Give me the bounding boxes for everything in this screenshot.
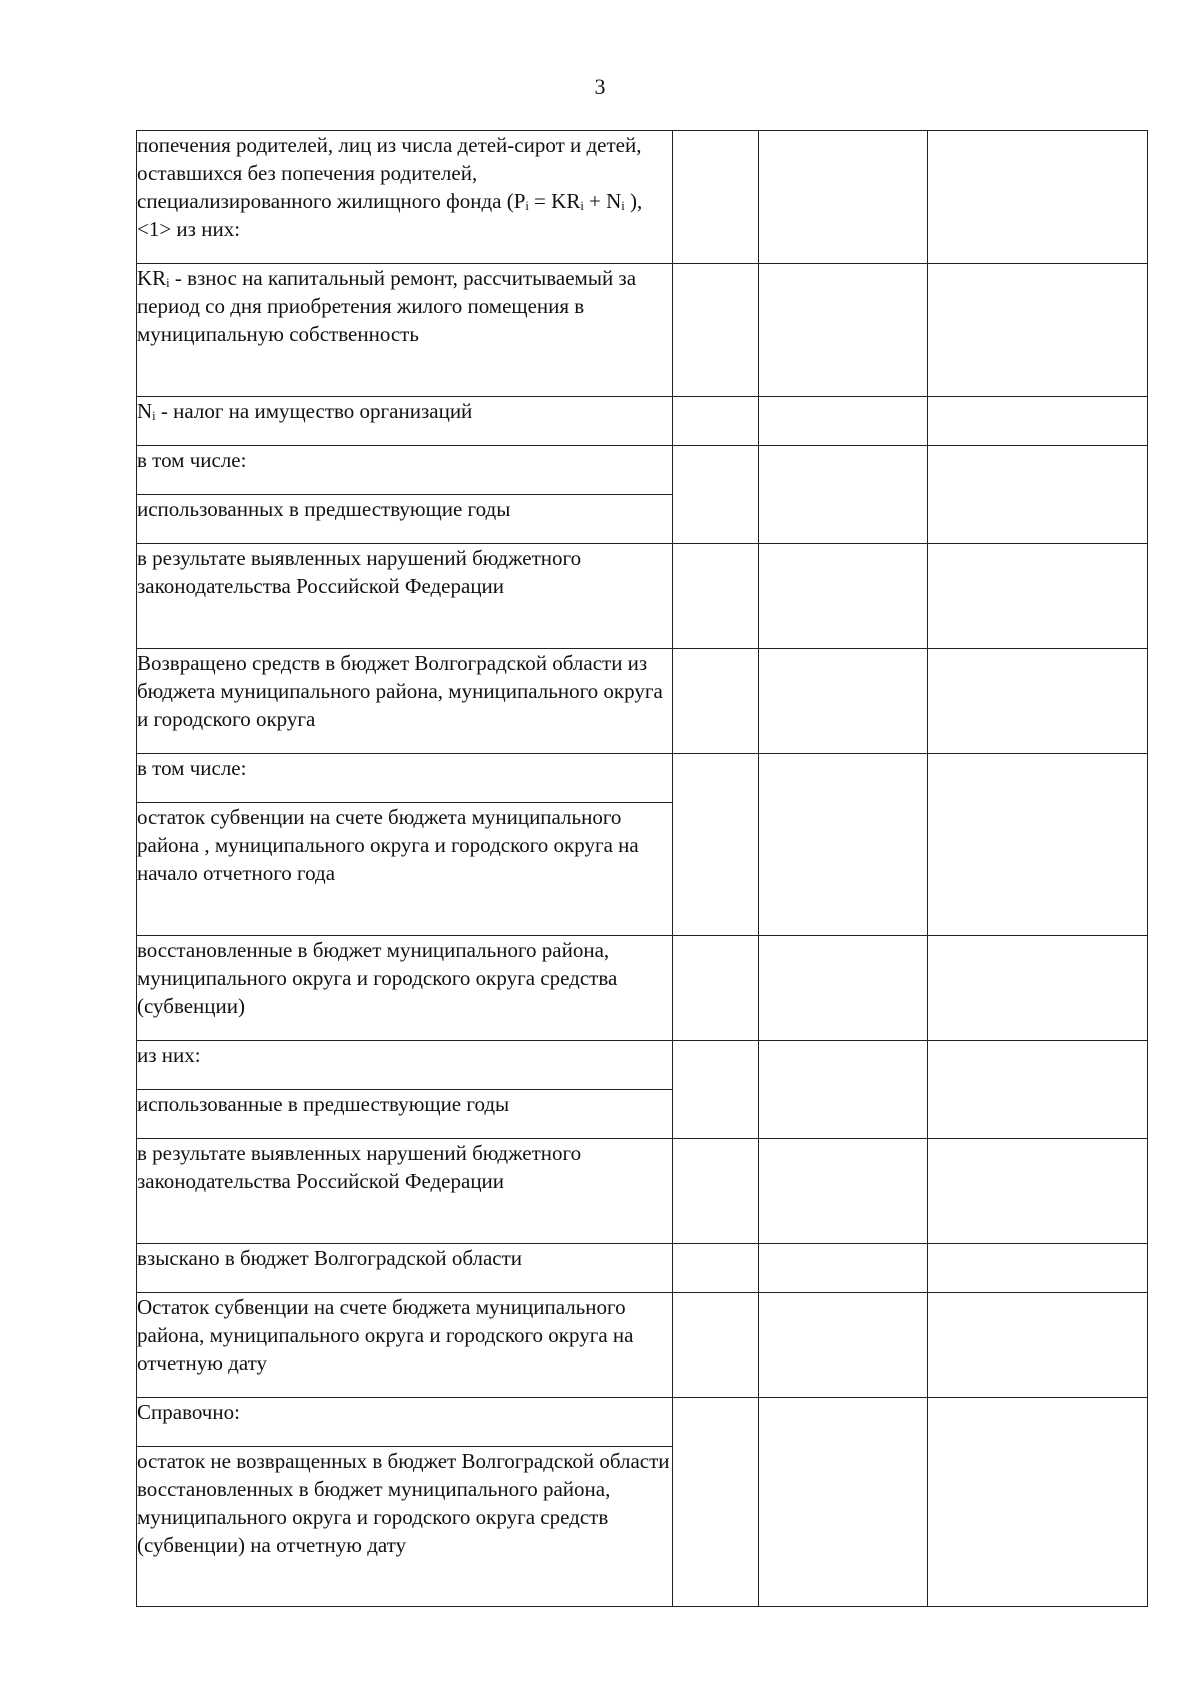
value-cell[interactable] — [928, 1398, 1148, 1607]
row-label: из них: — [137, 1041, 673, 1090]
value-cell[interactable] — [673, 131, 759, 264]
value-cell[interactable] — [759, 754, 928, 936]
row-label: в результате выявленных нарушений бюджетного законодательства Российской Федерации — [137, 544, 673, 649]
table-row — [137, 1139, 1148, 1244]
row-label: взыскано в бюджет Волгоградской области — [137, 1244, 673, 1293]
value-cell[interactable] — [928, 397, 1148, 446]
value-cell[interactable] — [673, 754, 759, 936]
table-row — [137, 754, 1148, 803]
value-cell[interactable] — [759, 131, 928, 264]
value-cell[interactable] — [673, 1293, 759, 1398]
value-cell[interactable] — [759, 544, 928, 649]
row-label: Nᵢ - налог на имущество организаций — [137, 397, 673, 446]
value-cell[interactable] — [759, 1398, 928, 1607]
row-label: использованных в предшествующие годы — [137, 495, 673, 544]
table-row — [137, 1041, 1148, 1090]
value-cell[interactable] — [759, 397, 928, 446]
value-cell[interactable] — [673, 936, 759, 1041]
value-cell[interactable] — [759, 1139, 928, 1244]
value-cell[interactable] — [928, 544, 1148, 649]
value-cell[interactable] — [928, 649, 1148, 754]
value-cell[interactable] — [928, 131, 1148, 264]
row-label: в результате выявленных нарушений бюджетного законодательства Российской Федерации — [137, 1139, 673, 1244]
row-label: Возвращено средств в бюджет Волгоградской области из бюджета муниципального района, муниципального округа и городского округа — [137, 649, 673, 754]
table-row — [137, 1244, 1148, 1293]
value-cell[interactable] — [928, 264, 1148, 397]
value-cell[interactable] — [673, 446, 759, 544]
value-cell[interactable] — [928, 936, 1148, 1041]
table-row — [137, 544, 1148, 649]
row-label: Остаток субвенции на счете бюджета муниципального района, муниципального округа и городского округа на отчетную дату — [137, 1293, 673, 1398]
value-cell[interactable] — [673, 1139, 759, 1244]
value-cell[interactable] — [759, 1244, 928, 1293]
value-cell[interactable] — [673, 544, 759, 649]
value-cell[interactable] — [673, 1244, 759, 1293]
page-number: 3 — [594, 74, 606, 99]
value-cell[interactable] — [673, 1041, 759, 1139]
value-cell[interactable] — [759, 1041, 928, 1139]
value-cell[interactable] — [673, 649, 759, 754]
value-cell[interactable] — [928, 1139, 1148, 1244]
table-row — [137, 1293, 1148, 1398]
report-table — [136, 130, 1148, 1607]
table-row — [137, 264, 1148, 397]
value-cell[interactable] — [928, 1244, 1148, 1293]
value-cell[interactable] — [759, 446, 928, 544]
table-row — [137, 446, 1148, 495]
row-label: попечения родителей, лиц из числа детей-сирот и детей, оставшихся без попечения родителей, специализированного жилищного фонда (Pᵢ = KRᵢ + Nᵢ ), <1> из них: — [137, 131, 673, 264]
value-cell[interactable] — [928, 1041, 1148, 1139]
value-cell[interactable] — [673, 397, 759, 446]
row-label: Справочно: — [137, 1398, 673, 1447]
table-row — [137, 131, 1148, 264]
table-row — [137, 1398, 1148, 1447]
value-cell[interactable] — [928, 1293, 1148, 1398]
row-label: в том числе: — [137, 754, 673, 803]
table-row — [137, 649, 1148, 754]
row-label: в том числе: — [137, 446, 673, 495]
value-cell[interactable] — [928, 754, 1148, 936]
row-label: остаток не возвращенных в бюджет Волгоградской области восстановленных в бюджет муниципального района, муниципального округа и городского округа средств (субвенции) на отчетную дату — [137, 1447, 673, 1607]
table-row — [137, 397, 1148, 446]
row-label: использованные в предшествующие годы — [137, 1090, 673, 1139]
value-cell[interactable] — [759, 264, 928, 397]
value-cell[interactable] — [759, 936, 928, 1041]
row-label: KRᵢ - взнос на капитальный ремонт, рассчитываемый за период со дня приобретения жилого помещения в муниципальную собственность — [137, 264, 673, 397]
value-cell[interactable] — [759, 649, 928, 754]
row-label: остаток субвенции на счете бюджета муниципального района , муниципального округа и городского округа на начало отчетного года — [137, 803, 673, 936]
value-cell[interactable] — [673, 1398, 759, 1607]
row-label: восстановленные в бюджет муниципального района, муниципального округа и городского округа средства (субвенции) — [137, 936, 673, 1041]
table-row — [137, 936, 1148, 1041]
value-cell[interactable] — [673, 264, 759, 397]
value-cell[interactable] — [928, 446, 1148, 544]
value-cell[interactable] — [759, 1293, 928, 1398]
